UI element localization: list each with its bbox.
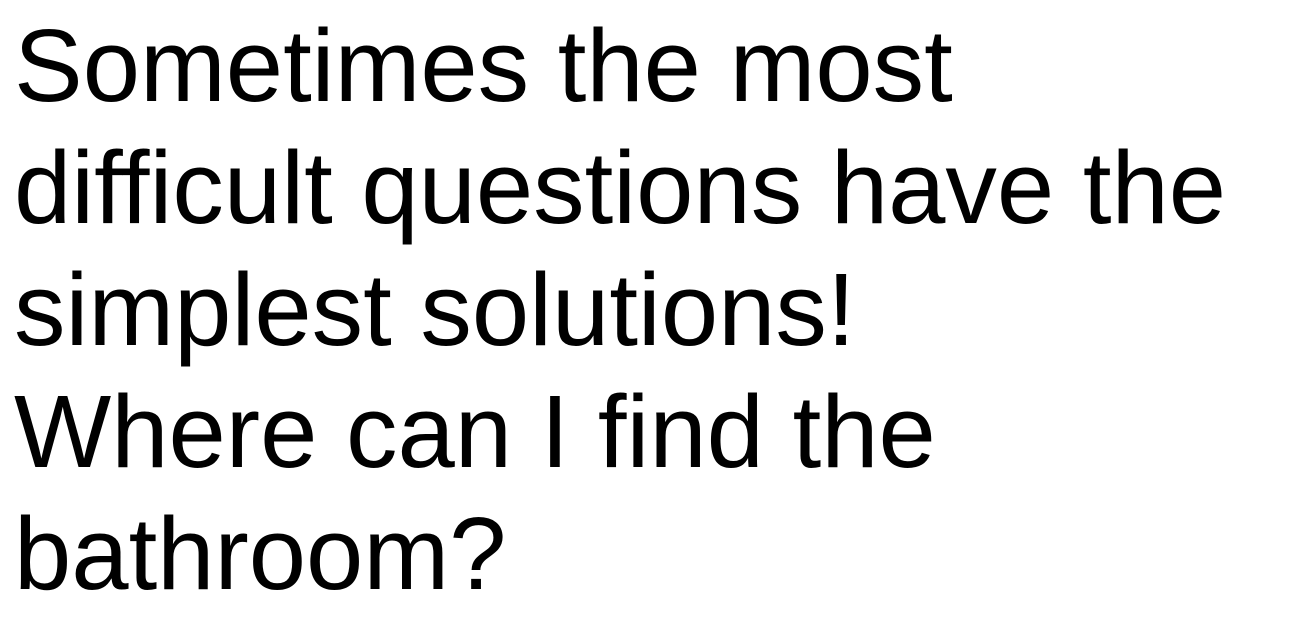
text-line-1: Sometimes the most: [14, 8, 953, 123]
text-line-5: bathroom?: [14, 496, 507, 611]
text-line-3: simplest solutions!: [14, 252, 856, 367]
document-text-block: [14, 5, 1284, 615]
text-line-2: difficult questions have the: [14, 130, 1227, 245]
text-line-4: Where can I find the: [14, 374, 936, 489]
